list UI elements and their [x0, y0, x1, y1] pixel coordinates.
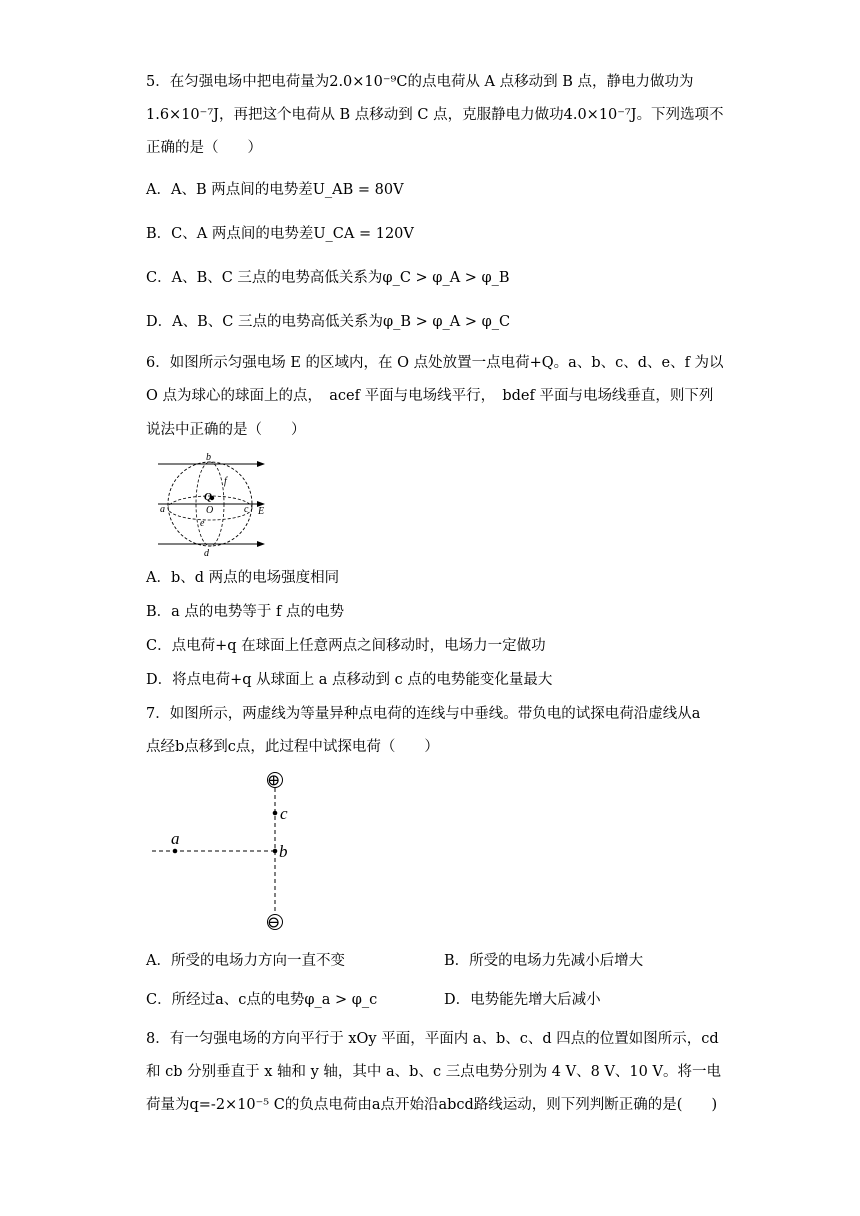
question-5-line-3: 正确的是（ ） — [146, 140, 262, 156]
label-a: a — [171, 829, 180, 848]
positive-charge-symbol: ⊕ — [267, 772, 281, 790]
question-7-option-d[interactable]: D．电势能先增大后减小 — [444, 992, 601, 1008]
label-e-field: E — [258, 506, 265, 517]
label-d: d — [204, 548, 209, 558]
question-5-line-2: 1.6×10⁻⁷J，再把这个电荷从 B 点移动到 C 点，克服静电力做功4.0×10⁻⁷J。下列选项不 — [146, 107, 724, 123]
label-o: O — [206, 505, 214, 516]
question-7-line-2: 点经b点移到c点，此过程中试探电荷（ ） — [146, 739, 439, 755]
question-6-option-d[interactable]: D．将点电荷+q 从球面上 a 点移动到 c 点的电势能变化量最大 — [146, 672, 553, 688]
question-5-option-d[interactable]: D．A、B、C 三点的电势高低关系为φ_B > φ_A > φ_C — [146, 314, 511, 330]
label-e: e — [200, 518, 205, 529]
sphere-field-figure — [152, 450, 272, 558]
question-6-option-b[interactable]: B．a 点的电势等于 f 点的电势 — [146, 604, 344, 620]
label-c: c — [280, 804, 288, 823]
question-6-line-3: 说法中正确的是（ ） — [146, 422, 306, 438]
question-6-line-1: 6．如图所示匀强电场 E 的区域内，在 O 点处放置一点电荷+Q。a、b、c、d、e、f 为以 — [146, 355, 724, 371]
negative-charge-symbol: ⊖ — [267, 914, 281, 932]
point-b-dot — [273, 849, 278, 854]
label-b: b — [279, 842, 288, 861]
label-q: Q — [204, 491, 212, 503]
question-5-option-b[interactable]: B．C、A 两点间的电势差U_CA = 120V — [146, 226, 414, 242]
point-c-dot — [273, 811, 278, 816]
question-5-option-c[interactable]: C．A、B、C 三点的电势高低关系为φ_C > φ_A > φ_B — [146, 270, 510, 286]
label-f: f — [224, 476, 227, 487]
label-c: c — [244, 504, 249, 515]
question-6-line-2: O 点为球心的球面上的点， acef 平面与电场线平行， bdef 平面与电场线垂直，则下列 — [146, 388, 714, 404]
question-8-line-3: 荷量为q=-2×10⁻⁵ C的负点电荷由a点开始沿abcd路线运动，则下列判断正确的是( ) — [146, 1097, 718, 1113]
question-7-line-1: 7．如图所示，两虚线为等量异种点电荷的连线与中垂线。带负电的试探电荷沿虚线从a — [146, 706, 701, 722]
question-8-line-2: 和 cb 分别垂直于 x 轴和 y 轴，其中 a、b、c 三点电势分别为 4 V、8 V、10 V。将一电 — [146, 1064, 721, 1080]
question-7-option-a[interactable]: A．所受的电场力方向一直不变 — [146, 953, 345, 969]
question-6-option-c[interactable]: C．点电荷+q 在球面上任意两点之间移动时，电场力一定做功 — [146, 638, 546, 654]
question-5-option-a[interactable]: A．A、B 两点间的电势差U_AB = 80V — [146, 182, 404, 198]
label-b: b — [206, 452, 211, 463]
question-5-line-1: 5．在匀强电场中把电荷量为2.0×10⁻⁹C的点电荷从 A 点移动到 B 点，静电力做功为 — [146, 74, 694, 90]
question-8-line-1: 8．有一匀强电场的方向平行于 xOy 平面，平面内 a、b、c、d 四点的位置如图所示，cd — [146, 1031, 719, 1047]
question-7-option-b[interactable]: B．所受的电场力先减小后增大 — [444, 953, 644, 969]
point-a-dot — [173, 849, 178, 854]
question-7-option-c[interactable]: C．所经过a、c点的电势φ_a > φ_c — [146, 992, 378, 1008]
label-a: a — [160, 504, 165, 515]
question-6-option-a[interactable]: A．b、d 两点的电场强度相同 — [146, 570, 340, 586]
dipole-figure — [140, 766, 340, 936]
